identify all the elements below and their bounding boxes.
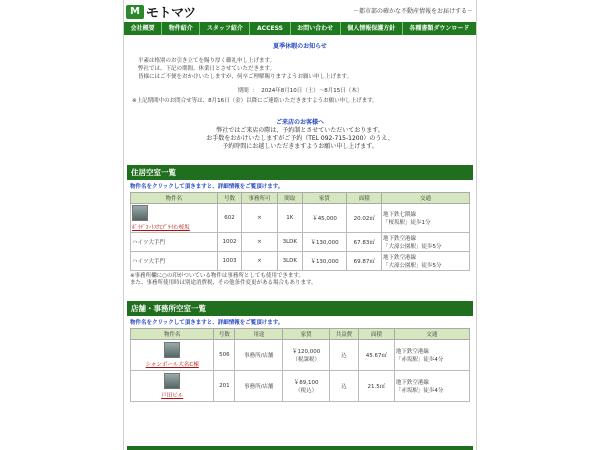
rent-tax: （税課税） xyxy=(292,357,320,363)
nav-properties[interactable]: 物件紹介 xyxy=(162,22,200,35)
housing-table xyxy=(130,192,470,271)
access-line: 「桜坂駅」徒歩1分 xyxy=(383,220,431,226)
rent xyxy=(283,371,329,402)
common-fee: 込 xyxy=(329,371,358,402)
visitor-line: 予約時間にお越しいただきますようお願い申し上げます。 xyxy=(222,143,378,150)
rent: ￥130,000 xyxy=(302,252,347,271)
notice-title: 夏季休暇のお知らせ xyxy=(273,43,327,50)
rent-amount: ￥120,000 xyxy=(291,349,321,355)
table-row xyxy=(131,340,470,371)
room-no: 1002 xyxy=(217,233,241,252)
tagline: －都市部の確かな不動産情報をお届けする－ xyxy=(352,8,473,15)
col-header: 面積 xyxy=(347,193,382,204)
room-no: 201 xyxy=(214,371,235,402)
layout: 3LDK xyxy=(277,252,302,271)
rent xyxy=(283,340,329,371)
nav-downloads[interactable]: 各種書類ダウンロード xyxy=(409,25,470,32)
shop-section xyxy=(124,328,476,402)
area: 45.67㎡ xyxy=(358,340,394,371)
col-header: 家賃 xyxy=(283,329,329,340)
note-line: ※事務所欄に○の印がついている物件は事務所としても使用できます。 xyxy=(130,273,304,279)
office-ok: × xyxy=(242,204,278,233)
nav-company[interactable]: 会社概要 xyxy=(124,22,162,35)
col-header: 用途 xyxy=(235,329,283,340)
col-header: 交通 xyxy=(382,193,470,204)
bottom-bar xyxy=(127,446,473,450)
property-link[interactable]: ハイツ大手門 xyxy=(132,259,166,265)
access-line: 地下鉄空港線 xyxy=(383,236,417,242)
layout: 1K xyxy=(277,204,302,233)
housing-sub-note: 物件名をクリックして頂きますと、詳細情報をご覧頂けます。 xyxy=(130,184,284,190)
rent: ￥130,000 xyxy=(302,233,347,252)
header xyxy=(124,0,476,20)
area: 21.5㎡ xyxy=(358,371,394,402)
period-label: 期間 xyxy=(237,88,249,94)
area: 20.02㎡ xyxy=(347,204,382,233)
property-link[interactable]: シャンボール大名C棟 xyxy=(145,362,199,368)
access xyxy=(382,252,470,271)
holiday-notice xyxy=(124,35,476,105)
main-nav xyxy=(124,22,476,35)
nav-privacy[interactable]: 個人情報保護方針 xyxy=(341,22,403,35)
col-header: 共益費 xyxy=(329,329,358,340)
nav-staff[interactable]: スタッフ紹介 xyxy=(200,22,250,35)
property-link[interactable]: ハイツ大手門 xyxy=(132,240,166,246)
col-header: 間取 xyxy=(277,193,302,204)
property-cell xyxy=(131,252,218,271)
access-line: 地下鉄空港線 xyxy=(395,380,429,386)
property-link[interactable]: 戸田ビル xyxy=(161,393,184,399)
housing-section-title: 住居空室一覧 xyxy=(127,165,473,180)
use: 事務所/店舗 xyxy=(235,371,283,402)
col-header: 事務所可 xyxy=(242,193,278,204)
visitor-line: お手数をおかけいたしますがご予約（TEL 092-715-1200）のうえ、 xyxy=(206,135,394,142)
building-thumbnail[interactable] xyxy=(164,342,180,358)
access xyxy=(382,204,470,233)
rent-tax: （税込） xyxy=(295,388,318,394)
visitor-title: ご来店のお客様へ xyxy=(275,119,324,126)
building-thumbnail[interactable] xyxy=(132,205,148,221)
housing-notes xyxy=(130,273,470,287)
common-fee: 込 xyxy=(329,340,358,371)
access-line: 「赤坂駅」徒歩4分 xyxy=(395,388,444,394)
property-cell xyxy=(131,233,218,252)
rent: ￥45,000 xyxy=(302,204,347,233)
notice-small: ※上記期間中のお問合せ等は、8月16日（金）以降にご連絡いただきますようお願い申し上げます。 xyxy=(132,98,378,104)
col-header: 面積 xyxy=(358,329,394,340)
area: 69.87㎡ xyxy=(347,252,382,271)
period-sep: ： xyxy=(252,88,258,94)
office-ok: × xyxy=(242,252,278,271)
access-line: 地下鉄空港線 xyxy=(395,349,429,355)
room-no: 1003 xyxy=(217,252,241,271)
notice-line: 弊社では、下記の期間、休業日とさせていただきます。 xyxy=(138,66,276,72)
access xyxy=(394,340,469,371)
period-value: 2024年8月10日（土）～8月15日（木） xyxy=(261,88,363,94)
building-thumbnail[interactable] xyxy=(164,373,180,389)
col-header: 交通 xyxy=(394,329,469,340)
office-ok: × xyxy=(242,233,278,252)
table-row xyxy=(131,252,470,271)
shop-table xyxy=(130,328,470,402)
access-line: 地下鉄七隈線 xyxy=(383,212,417,218)
page xyxy=(123,0,477,450)
nav-contact[interactable]: お問い合わせ xyxy=(291,22,341,35)
access-line: 「赤坂駅」徒歩4分 xyxy=(395,357,444,363)
property-cell xyxy=(131,204,218,233)
col-header: 号数 xyxy=(217,193,241,204)
notice-period xyxy=(132,87,468,95)
table-header-row xyxy=(131,193,470,204)
room-no: 506 xyxy=(214,340,235,371)
property-cell xyxy=(131,371,214,402)
layout: 3LDK xyxy=(277,233,302,252)
visitor-line: 弊社ではご来店の際は、予約制とさせていただいております。 xyxy=(216,127,384,134)
access xyxy=(382,233,470,252)
notice-line: 平素は格別のお引き立てを賜り厚く御礼申し上げます。 xyxy=(138,58,276,64)
access xyxy=(394,371,469,402)
room-no: 602 xyxy=(217,204,241,233)
logo-mark: M xyxy=(126,5,144,19)
shop-sub-note: 物件名をクリックして頂きますと、詳細情報をご覧頂けます。 xyxy=(130,320,284,326)
access-line: 「大濠公園駅」徒歩5分 xyxy=(383,244,442,250)
table-header-row xyxy=(131,329,470,340)
notice-line: 皆様にはご不便をおかけいたしますが、何卒ご理解賜りますようお願い申し上げます。 xyxy=(138,74,353,80)
table-row xyxy=(131,204,470,233)
col-header: 家賃 xyxy=(302,193,347,204)
table-row xyxy=(131,233,470,252)
note-line: また、事務所使用時は別途消費税、その他条件変更がある場合もあります。 xyxy=(130,280,317,286)
area: 67.83㎡ xyxy=(347,233,382,252)
col-header: 物件名 xyxy=(131,329,214,340)
logo-text: モトマツ xyxy=(146,6,196,21)
col-header: 号数 xyxy=(214,329,235,340)
visitor-notice xyxy=(124,119,476,151)
shop-section-title: 店舗・事務所空室一覧 xyxy=(127,301,473,316)
table-row xyxy=(131,371,470,402)
rent-amount: ￥89,100 xyxy=(293,380,319,386)
property-cell xyxy=(131,340,214,371)
col-header: 物件名 xyxy=(131,193,218,204)
use: 事務所/店舗 xyxy=(235,340,283,371)
access-line: 地下鉄空港線 xyxy=(383,255,417,261)
property-link[interactable]: ﾎﾞｲﾃﾞｺｰﾄｽｸｴｱﾞﾗｲｵﾝ桜坂 xyxy=(132,225,190,231)
access-line: 「大濠公園駅」徒歩5分 xyxy=(383,263,442,269)
nav-access[interactable]: ACCESS xyxy=(250,22,290,35)
logo[interactable] xyxy=(126,2,196,21)
